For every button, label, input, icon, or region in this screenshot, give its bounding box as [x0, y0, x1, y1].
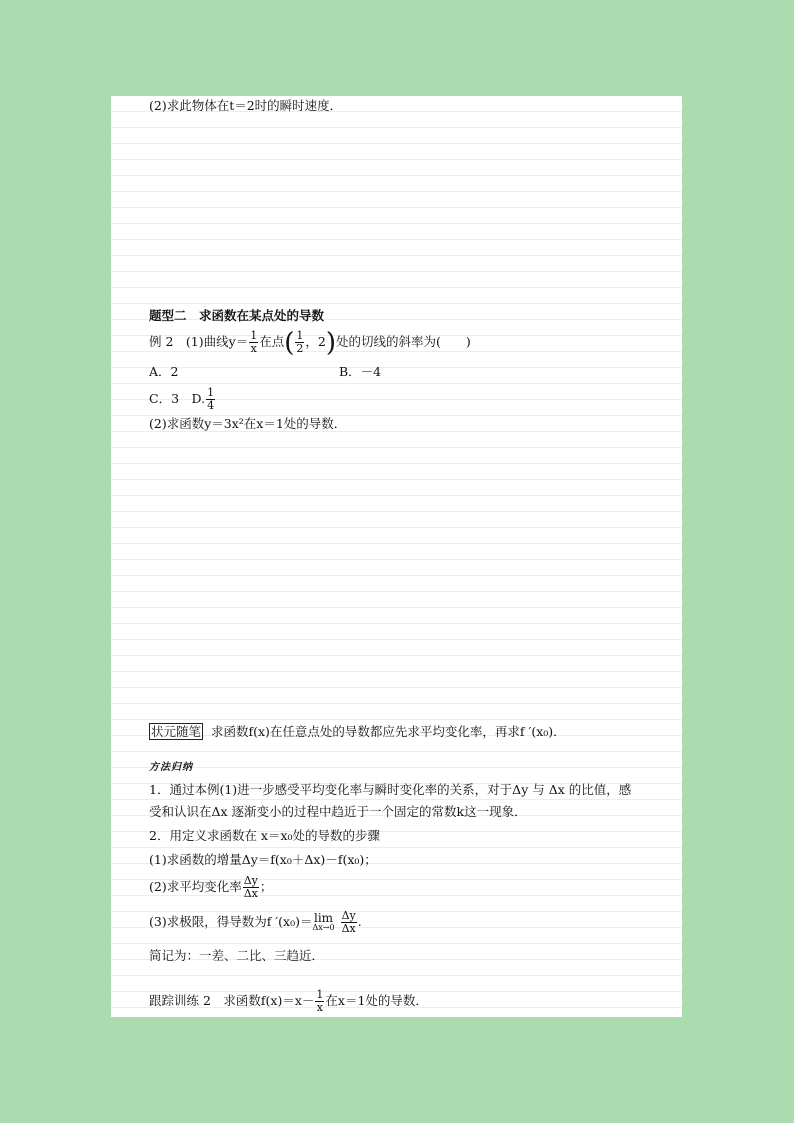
example-2-mid: 在点: [259, 334, 285, 349]
option-a: A．2: [149, 364, 179, 379]
step-3: [149, 906, 362, 938]
limit-subscript: Δx→0: [312, 922, 335, 932]
tip-text: 求函数f(x)在任意点处的导数都应先求平均变化率，再求f ′(x₀)．: [210, 724, 566, 739]
fraction-numerator: 1: [316, 988, 324, 1001]
fraction-numerator: 1: [296, 329, 304, 342]
fraction-numerator: Δy: [341, 909, 356, 922]
fraction-denominator: x: [250, 342, 257, 355]
fraction-dy-dx: [341, 910, 357, 935]
option-c: C．3 D.: [149, 391, 206, 406]
section-title-type-2: 题型二 求函数在某点处的导数: [149, 308, 325, 323]
example-2-prefix: 例 2 (1)曲线y＝: [149, 334, 249, 349]
fraction-denominator: Δx: [341, 922, 356, 935]
left-paren-icon: (: [284, 327, 295, 358]
example-2-part-1: [149, 328, 471, 356]
fraction-one-over-x: [315, 989, 324, 1014]
fraction-dy-dx: [243, 875, 259, 900]
example-2-suffix: 处的切线的斜率为( ): [335, 334, 471, 349]
document-page: [111, 96, 682, 1017]
fraction-one-quarter: [206, 387, 215, 412]
fraction-denominator: Δx: [243, 887, 258, 900]
step-1: (1)求函数的增量Δy＝f(x₀＋Δx)－f(x₀)；: [149, 852, 377, 867]
limit-operator: [312, 910, 335, 933]
limit-text: lim: [313, 910, 334, 925]
step-3-suffix: .: [357, 914, 362, 929]
fraction-one-half: [295, 330, 304, 355]
method-1-line-2: 受和认识在Δx 逐渐变小的过程中趋近于一个固定的常数k这一现象．: [149, 804, 527, 819]
fraction-denominator: x: [316, 1001, 324, 1014]
fraction-one-over-x: [249, 330, 258, 355]
step-2-prefix: (2)求平均变化率: [149, 879, 242, 894]
fraction-denominator: 2: [296, 342, 304, 355]
method-2-title: 2．用定义求函数在 x＝x₀处的导数的步骤: [149, 828, 381, 843]
fraction-numerator: 1: [250, 329, 258, 342]
tip-label: 状元随笔: [151, 724, 202, 739]
fraction-numerator: Δy: [243, 874, 258, 887]
follow-prefix: 跟踪训练 2 求函数f(x)＝x－: [149, 993, 315, 1008]
fraction-numerator: 1: [207, 386, 215, 399]
option-b: B．－4: [339, 364, 382, 379]
method-title: 方法归纳: [149, 762, 193, 773]
right-paren-icon: ): [325, 327, 336, 358]
summary: 简记为：一差、二比、三趋近．: [149, 948, 325, 963]
step-2: [149, 872, 272, 902]
follow-suffix: 在x＝1处的导数．: [325, 993, 428, 1008]
option-c-d: [149, 384, 216, 414]
point-rest: ，2: [305, 334, 326, 349]
step-3-prefix: (3)求极限，得导数为f ′(x₀)＝: [149, 914, 313, 929]
method-1-line-1: 1．通过本例(1)进一步感受平均变化率与瞬时变化率的关系，对于Δy 与 Δx 的比值，感: [149, 782, 632, 797]
example-2-part-2: (2)求函数y＝3x²在x＝1处的导数．: [149, 416, 347, 431]
tip-line: [149, 724, 566, 740]
step-2-suffix: ；: [259, 879, 273, 894]
fraction-denominator: 4: [207, 399, 215, 412]
follow-up-exercise: [149, 986, 428, 1016]
question-part-2: (2)求此物体在t＝2时的瞬时速度．: [149, 98, 343, 113]
